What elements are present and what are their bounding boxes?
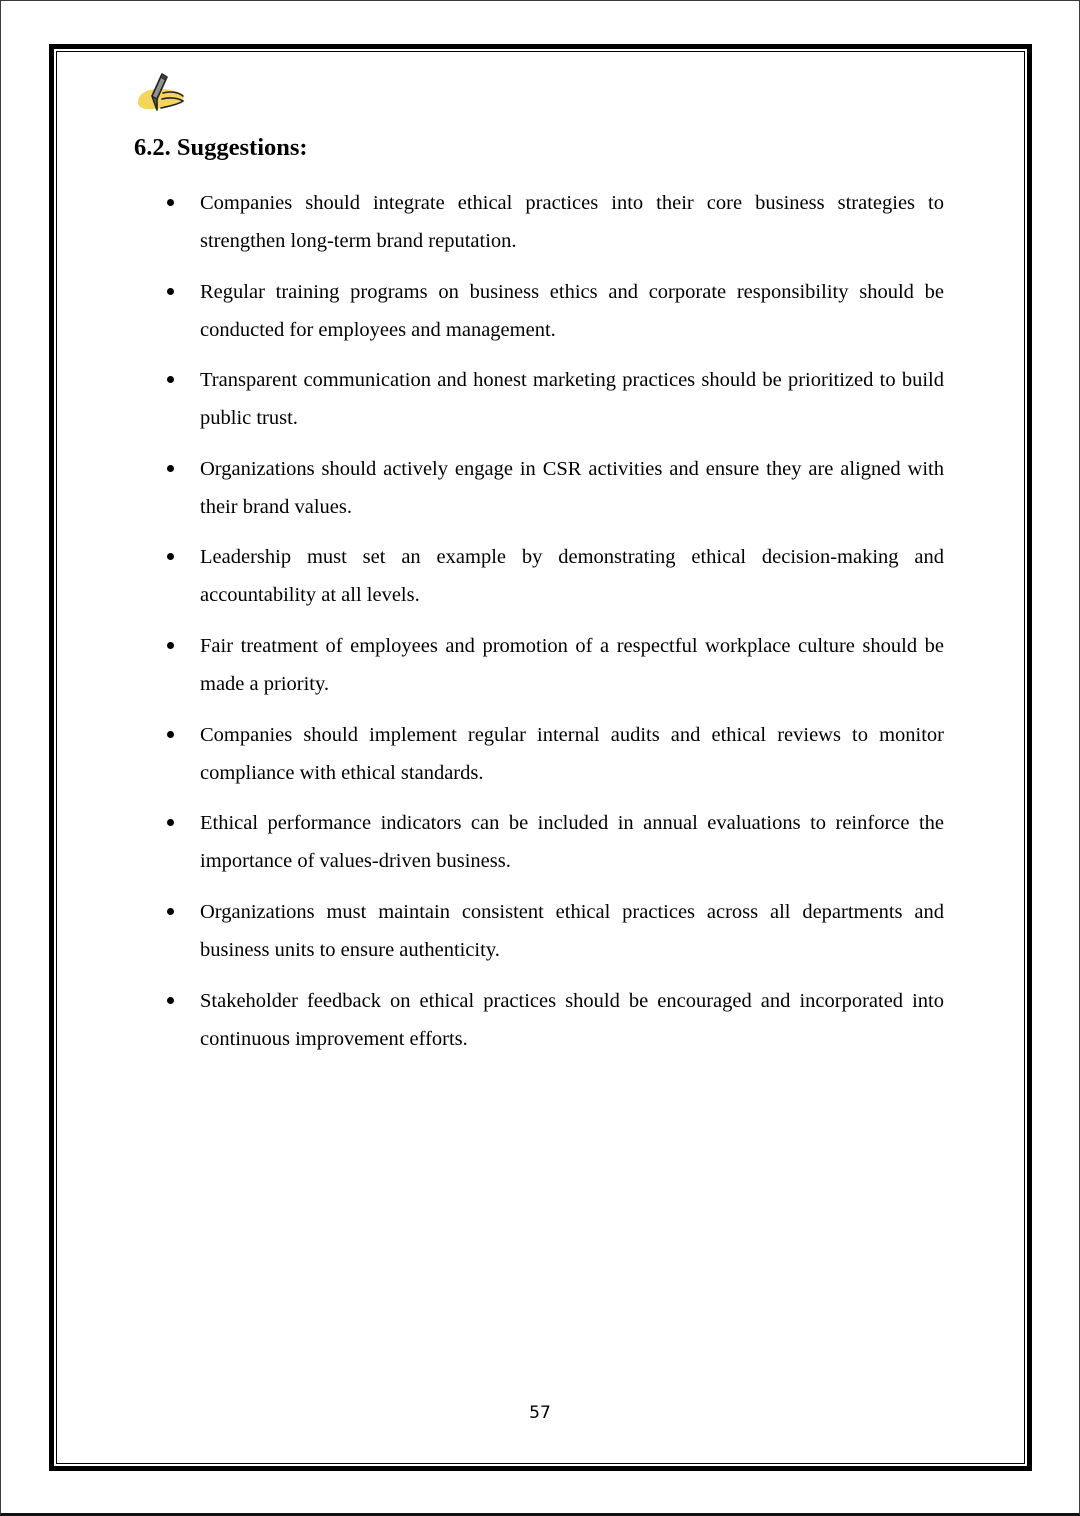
suggestion-text: Stakeholder feedback on ethical practices should be encouraged and incorporated into continuous improvement efforts. — [200, 990, 944, 1050]
suggestion-item — [0, 362, 1080, 442]
suggestion-text: Companies should integrate ethical practices into their core business strategies to strengthen long-term brand reputation. — [200, 192, 944, 252]
section-heading: 6.2. Suggestions: — [134, 134, 308, 161]
suggestion-item — [0, 539, 1080, 619]
suggestion-item — [0, 983, 1080, 1063]
suggestion-item — [0, 451, 1080, 531]
suggestion-text: Fair treatment of employees and promotion of a respectful workplace culture should be made a priority. — [200, 635, 944, 695]
bullet-icon — [167, 376, 174, 383]
bullet-icon — [167, 908, 174, 915]
suggestion-text: Ethical performance indicators can be included in annual evaluations to reinforce the importance of values-driven business. — [200, 812, 944, 872]
bullet-icon — [167, 642, 174, 649]
suggestion-item — [0, 805, 1080, 885]
bullet-icon — [167, 199, 174, 206]
pencil-writing-icon — [133, 72, 189, 116]
bullet-icon — [167, 819, 174, 826]
bullet-icon — [167, 731, 174, 738]
suggestion-text: Transparent communication and honest marketing practices should be prioritized to build public trust. — [200, 369, 944, 429]
bullet-icon — [167, 465, 174, 472]
bullet-icon — [167, 553, 174, 560]
bullet-icon — [167, 288, 174, 295]
suggestion-item — [0, 894, 1080, 974]
bullet-icon — [167, 997, 174, 1004]
suggestion-text: Companies should implement regular internal audits and ethical reviews to monitor compliance with ethical standards. — [200, 724, 944, 784]
suggestion-text: Leadership must set an example by demonstrating ethical decision-making and accountability at all levels. — [200, 546, 944, 606]
suggestion-item — [0, 717, 1080, 797]
suggestion-text: Organizations should actively engage in CSR activities and ensure they are aligned with their brand values. — [200, 458, 944, 518]
suggestion-item — [0, 185, 1080, 265]
suggestion-item — [0, 628, 1080, 708]
suggestion-text: Regular training programs on business ethics and corporate responsibility should be conducted for employees and management. — [200, 281, 944, 341]
suggestion-text: Organizations must maintain consistent ethical practices across all departments and business units to ensure authenticity. — [200, 901, 944, 961]
page-number: 57 — [529, 1403, 551, 1423]
suggestion-item — [0, 274, 1080, 354]
